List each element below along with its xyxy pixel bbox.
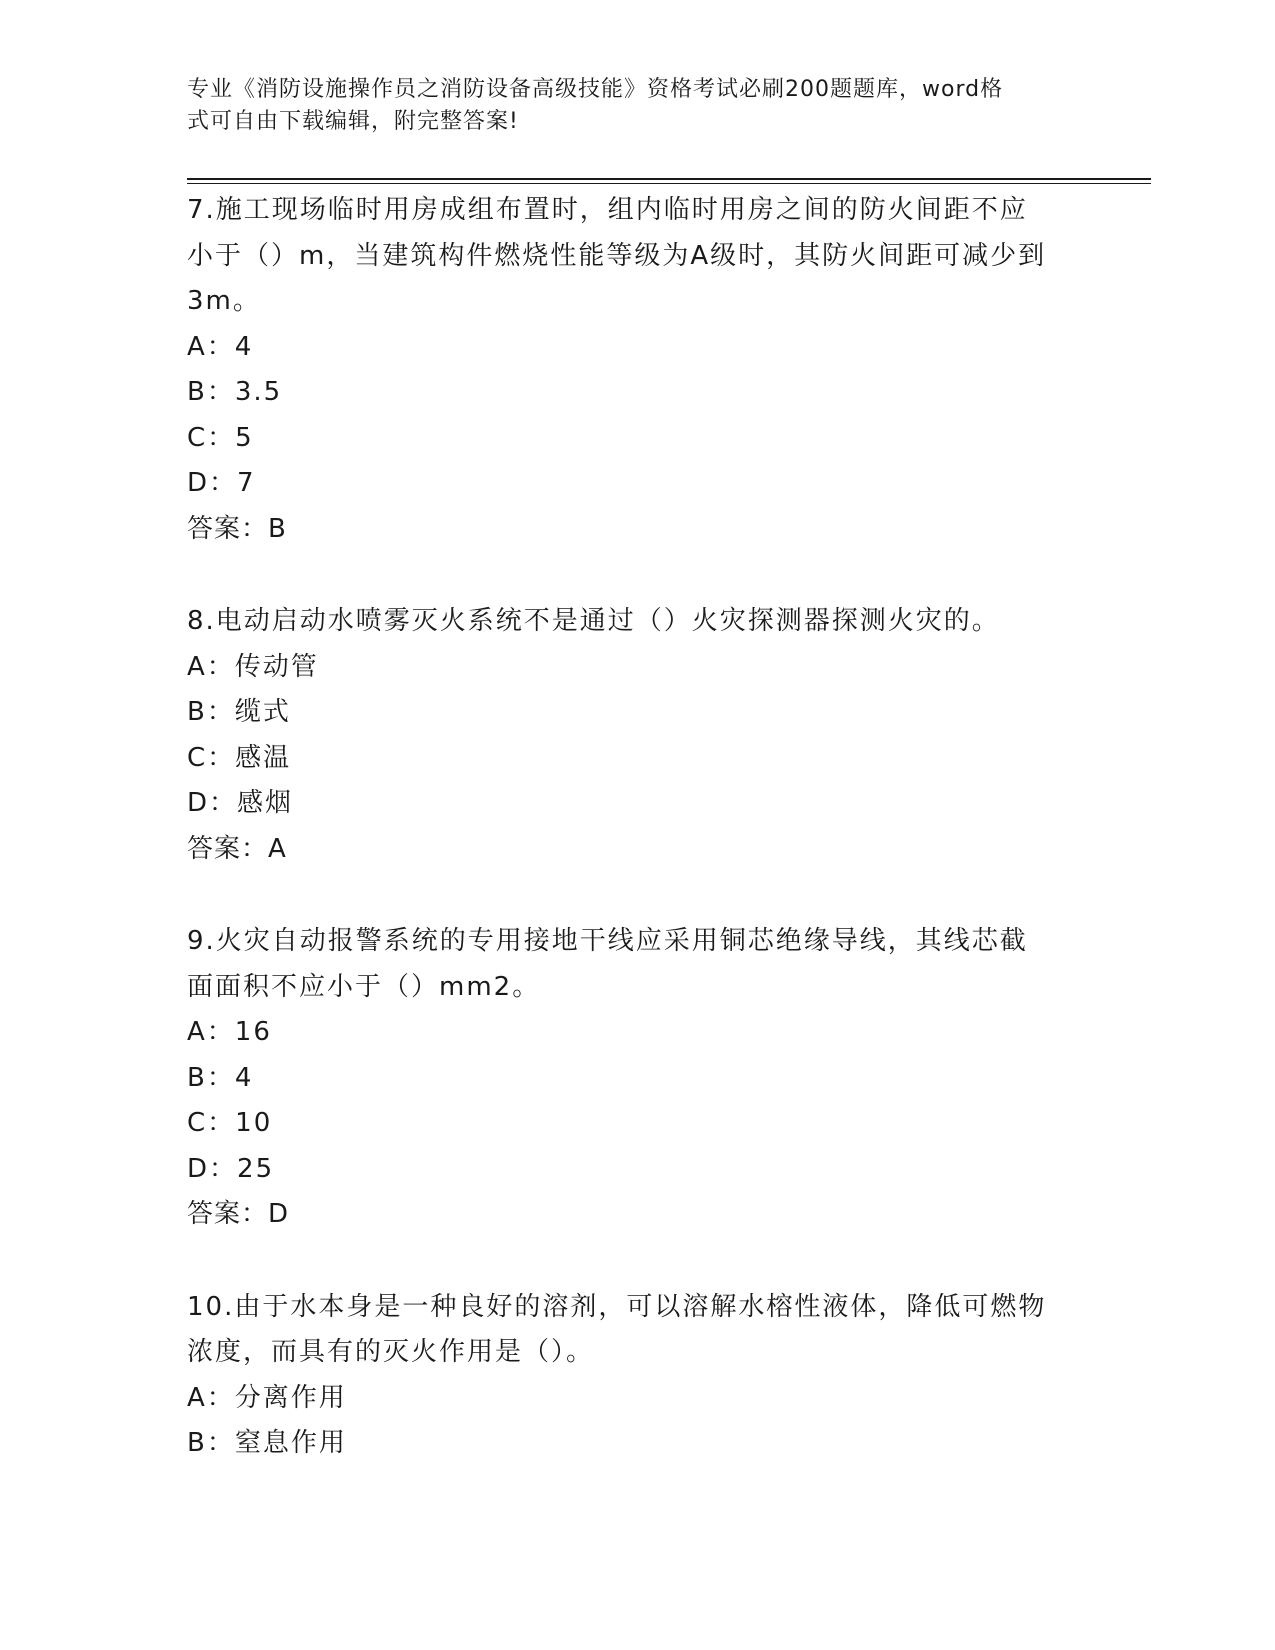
question-text-line: 8.电动启动水喷雾灭火系统不是通过（）火灾探测器探测火灾的。 [187,606,1000,636]
question-text-line: 浓度，而具有的灭火作用是（）。 [187,1337,595,1367]
option-a: A：16 [187,1017,272,1047]
answer-text: 答案：D [187,1199,290,1229]
answer-text: 答案：B [187,513,287,544]
option-b: B：3.5 [187,377,283,407]
option-c: C：10 [187,1108,273,1138]
question-list [187,188,1087,1514]
question-text-line: 7.施工现场临时用房成组布置时，组内临时用房之间的防火间距不应 [187,195,1028,225]
option-a: A：4 [187,331,254,362]
document-header [187,74,1067,138]
question-7 [187,188,1087,552]
option-d: D：感烟 [187,788,294,818]
header-divider-thin [187,183,1151,184]
option-c: C：5 [187,422,254,453]
question-text-line: 小于（）m，当建筑构件燃烧性能等级为A级时，其防火间距可减少到 [187,240,1047,271]
question-8 [187,599,1087,872]
header-line-1: 专业《消防设施操作员之消防设备高级技能》资格考试必刷200题题库，word格 [187,77,1004,102]
question-10 [187,1285,1087,1467]
question-9 [187,919,1087,1238]
option-b: B：缆式 [187,697,291,727]
question-text-line: 面面积不应小于（）mm2。 [187,971,541,1002]
header-line-2: 式可自由下载编辑，附完整答案! [187,109,519,134]
option-c: C：感温 [187,742,292,773]
question-text-line: 3m。 [187,286,261,316]
answer-text: 答案：A [187,833,287,864]
option-a: A：传动管 [187,651,319,682]
option-b: B：4 [187,1062,254,1093]
option-a: A：分离作用 [187,1382,347,1413]
option-d: D：7 [187,468,256,498]
option-d: D：25 [187,1153,275,1184]
header-divider-thick [187,178,1151,180]
option-b: B：窒息作用 [187,1428,347,1458]
question-text-line: 10.由于水本身是一种良好的溶剂，可以溶解水榕性液体，降低可燃物 [187,1291,1047,1322]
question-text-line: 9.火灾自动报警系统的专用接地干线应采用铜芯绝缘导线，其线芯截 [187,926,1028,956]
